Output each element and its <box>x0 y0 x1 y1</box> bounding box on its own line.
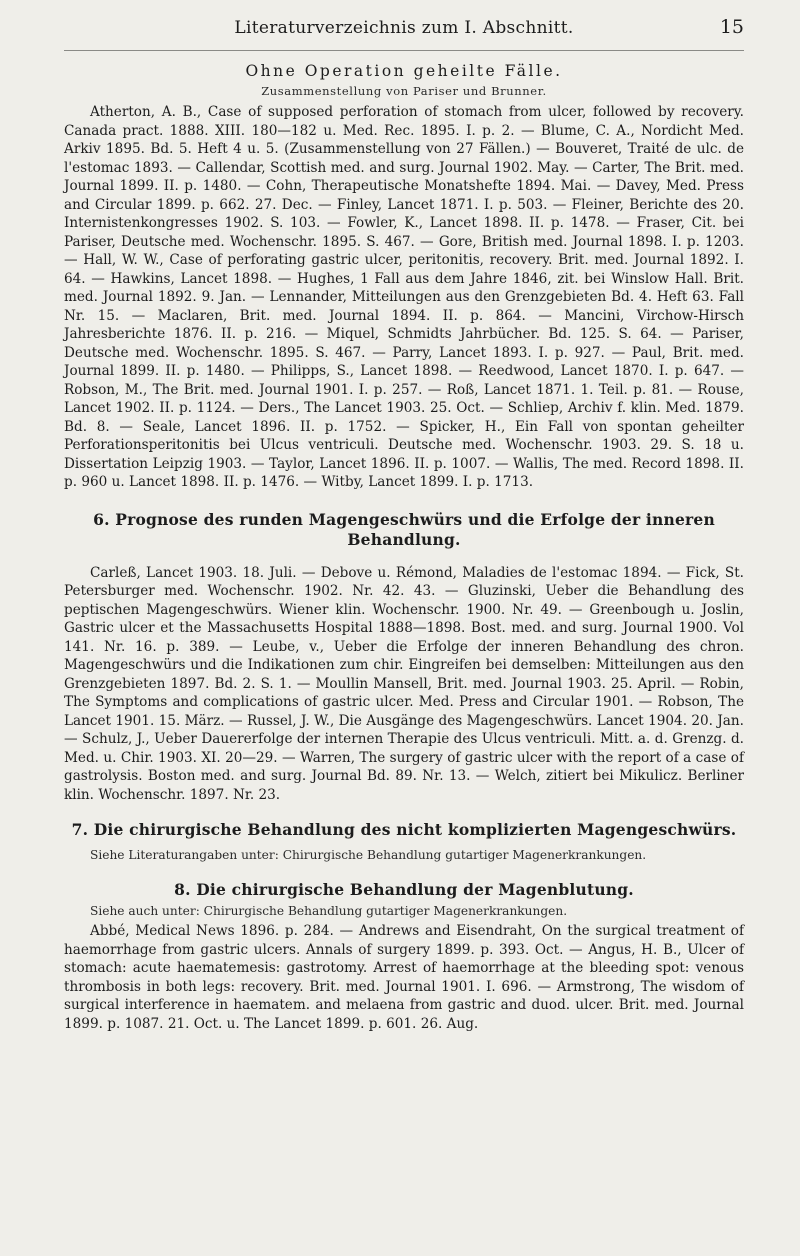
section-chirurgische-behandlung <box>64 820 744 864</box>
section-heading-chirurgische-behandlung: 7. Die chirurgische Behandlung des nicht komplizierten Magengeschwürs. <box>71 820 737 839</box>
cross-reference-chirurgische-behandlung: Siehe Literaturangaben unter: Chirurgische Behandlung gutartiger Magenerkrankungen. <box>90 848 647 862</box>
references-magenblutung: Abbé, Medical News 1896. p. 284. — Andrews and Eisendraht, On the surgical treatment of haemorrhage from gastric ulcers. Annals of surgery 1899. p. 393. Oct. — Angus, H. B., Ulcer of stomach: acute haematemesis: gastrotomy. Arrest of haemorrhage at the bleeding spot: venous thrombosis in both legs: recovery. Brit. med. Journal 1901. I. 696. — Armstrong, The wisdom of surgical interference in haematem. and melaena from gastric and duod. ulcer. Brit. med. Journal 1899. p. 1087. 21. Oct. u. The Lancet 1899. p. 601. 26. Aug. <box>64 923 744 1032</box>
cross-reference-magenblutung: Siehe auch unter: Chirurgische Behandlung gutartiger Magenerkrankungen. <box>90 904 568 918</box>
section-heading-magenblutung: 8. Die chirurgische Behandlung der Magenblutung. <box>174 880 634 899</box>
running-head <box>64 14 744 51</box>
references-ohne-operation: Atherton, A. B., Case of supposed perforation of stomach from ulcer, followed by recovery. Canada pract. 1888. XIII. 180—182 u. Med. Rec. 1895. I. p. 2. — Blume, C. A., Nordicht Med. Arkiv 1895. Bd. 5. Heft 4 u. 5. (Zusammenstellung von 27 Fällen.) — Bouveret, Traité de ulc. de l'estomac 1893. — Callendar, Scottish med. and surg. Journal 1902. May. — Carter, The Brit. med. Journal 1899. II. p. 1480. — Cohn, Therapeutische Monatshefte 1894. Mai. — Davey, Med. Press and Circular 1899. p. 662. 27. Dec. — Finley, Lancet 1871. I. p. 503. — Fleiner, Berichte des 20. Internistenkongresses 1902. S. 103. — Fowler, K., Lancet 1898. II. p. 1478. — Fraser, Cit. bei Pariser, Deutsche med. Wochenschr. 1895. S. 467. — Gore, British med. Journal 1898. I. p. 1203. — Hall, W. W., Case of perforating gastric ulcer, peritonitis, recovery. Brit. med. Journal 1892. I. 64. — Hawkins, Lancet 1898. — Hughes, 1 Fall aus dem Jahre 1846, zit. bei Winslow Hall. Brit. med. Journal 1892. 9. Jan. — Lennander, Mitteilungen aus den Grenzgebieten Bd. 4. Heft 63. Fall Nr. 15. — Maclaren, Brit. med. Journal 1894. II. p. 864. — Mancini, Virchow-Hirsch Jahresberichte 1876. II. p. 216. — Miquel, Schmidts Jahrbücher. Bd. 125. S. 64. — Pariser, Deutsche med. Wochenschr. 1895. S. 467. — Parry, Lancet 1893. I. p. 927. — Paul, Brit. med. Journal 1899. II. p. 1480. — Philipps, S., Lancet 1898. — Reedwood, Lancet 1870. I. p. 647. — Robson, M., The Brit. med. Journal 1901. I. p. 257. — Roß, Lancet 1871. 1. Teil. p. 81. — Rouse, Lancet 1902. II. p. 1124. — Ders., The Lancet 1903. 25. Oct. — Schliep, Archiv f. klin. Med. 1879. Bd. 8. — Seale, Lancet 1896. II. p. 1752. — Spicker, H., Ein Fall von spontan geheilter Perforationsperitonitis bei Ulcus ventriculi. Deutsche med. Wochenschr. 1903. 29. S. 18 u. Dissertation Leipzig 1903. — Taylor, Lancet 1896. II. p. 1007. — Wallis, The med. Record 1898. II. p. 960 u. Lancet 1898. II. p. 1476. — Witby, Lancet 1899. I. p. 1713. <box>64 104 744 490</box>
references-prognose: Carleß, Lancet 1903. 18. Juli. — Debove u. Rémond, Maladies de l'estomac 1894. — Fick, St. Petersburger med. Wochenschr. 1902. Nr. 42. 43. — Gluzinski, Ueber die Behandlung des peptischen Magengeschwürs. Wiener klin. Wochenschr. 1900. Nr. 49. — Greenbough u. Joslin, Gastric ulcer et the Massachusetts Hospital 1888—1898. Bost. med. and surg. Journal 1900. Vol 141. Nr. 16. p. 389. — Leube, v., Ueber die Erfolge der inneren Behandlung des chron. Magengeschwürs und die Indikationen zum chir. Eingreifen bei demselben: Mitteilungen aus den Grenzgebieten 1897. Bd. 2. S. 1. — Moullin Mansell, Brit. med. Journal 1903. 25. April. — Robin, The Symptoms and complications of gastric ulcer. Med. Press and Circular 1901. — Robson, The Lancet 1901. 15. März. — Russel, J. W., Die Ausgänge des Magengeschwürs. Lancet 1904. 20. Jan. — Schulz, J., Ueber Dauererfolge der internen Therapie des Ulcus ventriculi. Mitt. a. d. Grenzg. d. Med. u. Chir. 1903. XI. 20—29. — Warren, The surgery of gastric ulcer with the report of a case of gastrolysis. Boston med. and surg. Journal Bd. 89. Nr. 13. — Welch, zitiert bei Mikulicz. Berliner klin. Wochenschr. 1897. Nr. 23. <box>64 564 744 803</box>
section-subtitle-ohne-operation: Zusammenstellung von Pariser und Brunner. <box>261 84 547 98</box>
section-heading-ohne-operation: Ohne Operation geheilte Fälle. <box>245 62 563 80</box>
running-head-title: Literaturverzeichnis zum I. Abschnitt. <box>234 18 574 38</box>
section-ohne-operation <box>64 61 744 492</box>
page-number: 15 <box>719 16 744 38</box>
section-magenblutung <box>64 880 744 1033</box>
section-prognose <box>64 510 744 805</box>
section-heading-prognose: 6. Prognose des runden Magengeschwürs und die Erfolge der inneren Behandlung. <box>93 509 715 549</box>
